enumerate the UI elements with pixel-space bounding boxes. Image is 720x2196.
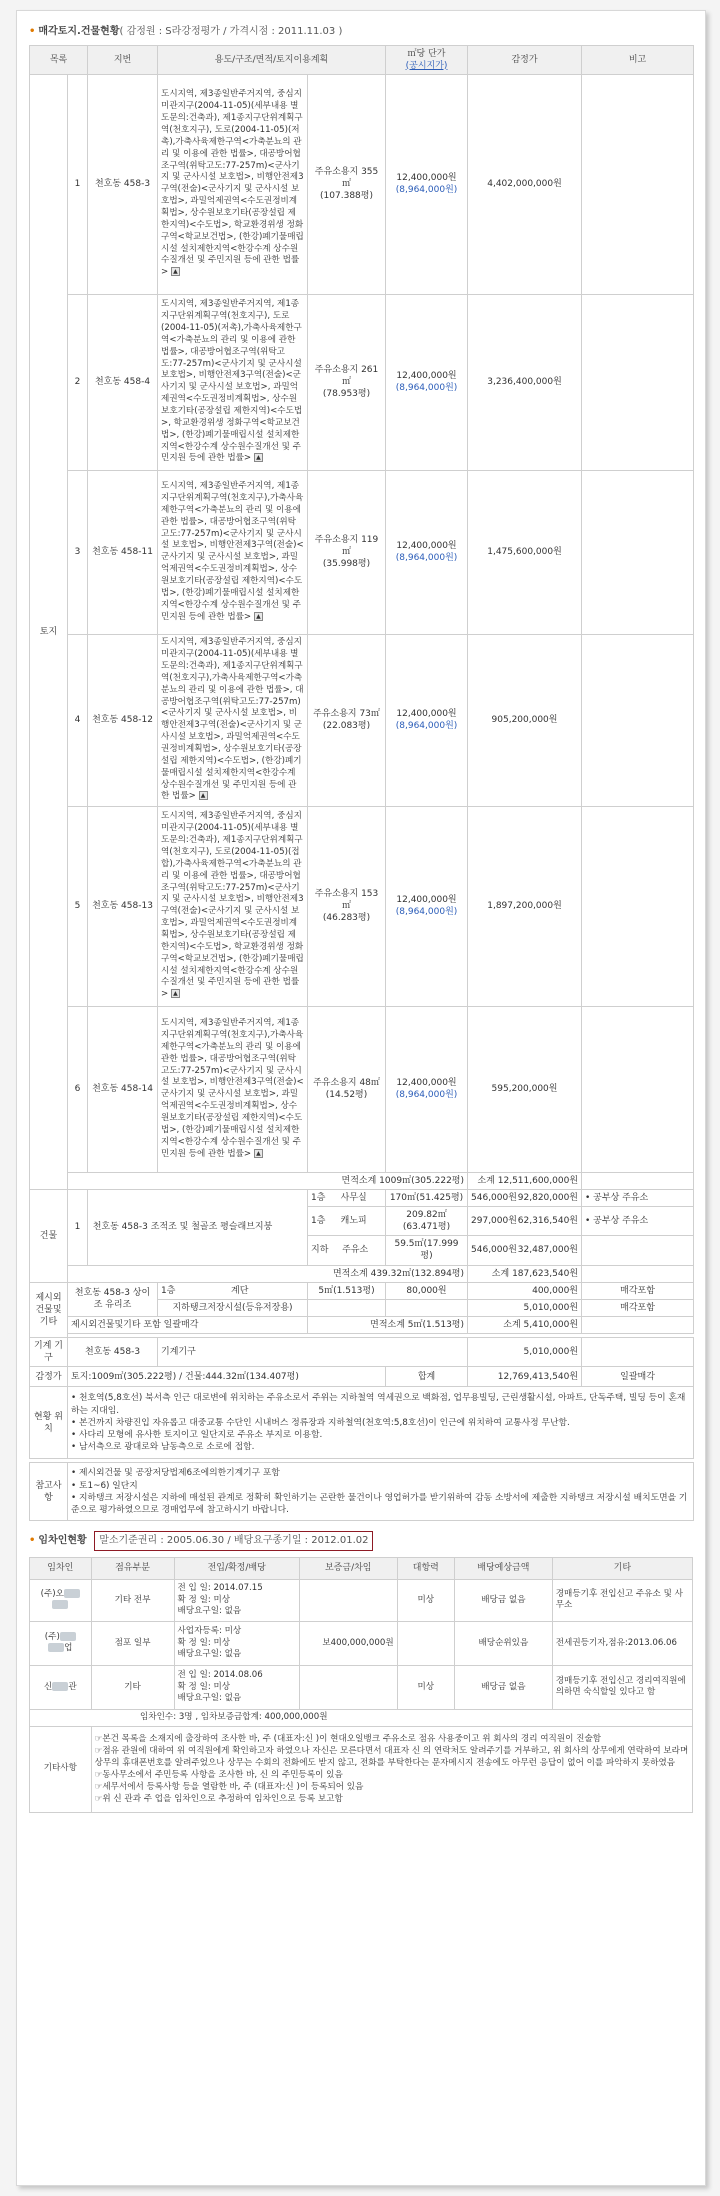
- appraised-price: 1,475,600,000원: [468, 470, 582, 634]
- redacted-mark: [52, 1682, 68, 1691]
- date-line: 전 입 일: 2014.07.15: [177, 1583, 263, 1594]
- unit-price-value: 12,400,000원: [396, 173, 457, 184]
- tenant-name-suffix: 관: [68, 1681, 77, 1692]
- machinery-lot: 천호동 458-3: [68, 1338, 158, 1367]
- land-row: [30, 634, 694, 806]
- floor: 1층: [311, 1192, 326, 1203]
- land-area: [308, 806, 386, 1006]
- property-title: 매각토지.건물현황: [38, 26, 120, 37]
- misc-item: ☞본건 목록을 소재지에 출장하여 조사한 바, 주 (대표자:신 )이 현대오일뱅크 주유소로 점유 사용중이고 위 회사의 경리 여직원이 진술함: [94, 1733, 602, 1744]
- redacted-mark: [48, 1643, 64, 1652]
- excluded-row: [30, 1282, 694, 1299]
- tenant-dates: [174, 1621, 299, 1665]
- tenant-part: 점포 일부: [91, 1621, 174, 1665]
- area-sqm: 주유소용지 261㎡: [314, 365, 379, 388]
- excluded-category: 제시외 건물및 기타: [30, 1282, 68, 1337]
- machinery-name: 기계기구: [158, 1338, 468, 1367]
- tenant-other: 경매등기후 전입신고 주유소 및 사무소: [552, 1579, 692, 1621]
- area-pyeong: (35.998평): [322, 559, 371, 570]
- building-note: [582, 1236, 694, 1265]
- header-part: 점유부분: [91, 1557, 174, 1579]
- tenant-opposing: [397, 1621, 454, 1665]
- subtotal-value: 12,511,600,000원: [497, 1175, 579, 1186]
- land-note: [582, 74, 694, 294]
- appraisal-note: 일괄매각: [582, 1367, 694, 1387]
- expand-icon[interactable]: ▲: [254, 1149, 263, 1158]
- header-list: 목록: [30, 45, 88, 74]
- building-area-subtotal: 면적소계 439.32㎡(132.894평): [68, 1265, 468, 1282]
- date-line: 확 정 일: 미상: [177, 1681, 231, 1692]
- land-row: [30, 806, 694, 1006]
- unit-price: [386, 470, 468, 634]
- land-area: [308, 294, 386, 470]
- public-price: (8,964,000원): [395, 553, 458, 564]
- appraised-price: 1,897,200,000원: [468, 806, 582, 1006]
- row-no: 5: [68, 806, 88, 1006]
- date-line: 확 정 일: 미상: [177, 1594, 231, 1605]
- expand-icon[interactable]: ▲: [254, 612, 263, 621]
- appraised-price: 3,236,400,000원: [468, 294, 582, 470]
- use-text: 도시지역, 제3종일반주거지역, 중심지미관지구(2004-11-05)(세부내용 별도문의:건축과), 제1종지구단위계획구역(천호지구), 도로(2004-11-05)(접합),가축사육제한구역<가축분뇨의 관리 및 이용에 관한 법률>, 대공방어협조구역(위탁고도:77-257m)<군사기지 및 군사시설 보호법>, 비행안전제3구역(전술)<군사기지 및 군사시설 보호법>, 과밀억제권역<수도권정비계획법>, 상수원보호기타(공장설립 제한지역)<수도법>, 학교환경위생 정화구역<학교보건법>, (한강)폐기물매립시설 설치제한지역<한강수계 상수원수질개선 및 주민지원 등에 관한 법률>: [161, 811, 304, 1000]
- land-area: [308, 470, 386, 634]
- land-header-row: [30, 45, 694, 74]
- header-other: 기타: [552, 1557, 692, 1579]
- subtotal-label: 소계: [491, 1268, 510, 1279]
- machinery-row: [30, 1338, 694, 1367]
- misc-item: ☞점유 관원에 대하여 위 여직원에게 확인하고자 하였으나 자신은 모른다면서 대표자 신 의 연락처도 알려주기를 거부하고, 위 회사의 상무에게 연락하여 보라며 상무의 휴대폰번호를 알려주었으나 상무는 수회의 전화에도 받지 않고, 전화를 부탁한다는 문자메시지 전송에도 아무런 응답이 없어 이를 파악하지 못하였음: [94, 1746, 689, 1769]
- excluded-extra-row: [30, 1317, 694, 1334]
- date-line: 배당요구일: 없음: [177, 1693, 242, 1704]
- land-use-plan: [158, 294, 308, 470]
- building-use: [308, 1189, 386, 1206]
- section-title-tenants: [29, 1531, 693, 1551]
- empty-cell: [582, 1317, 694, 1334]
- floor: 지하: [311, 1245, 329, 1256]
- lot-number: 천호동 458-12: [88, 634, 158, 806]
- subtotal-label: 소계: [477, 1175, 495, 1186]
- redacted-mark: [60, 1632, 76, 1641]
- misc-item: ☞위 신 관과 주 업을 임차인으로 추정하여 임차인으로 등록 보고함: [94, 1794, 343, 1805]
- price: 62,316,540원: [517, 1216, 579, 1227]
- land-use-plan: [158, 470, 308, 634]
- appraisal-total-label: 합계: [386, 1367, 468, 1387]
- tenant-name-suffix: 업: [64, 1643, 73, 1654]
- area-pyeong: (78.953평): [322, 389, 371, 400]
- unit-price: [386, 634, 468, 806]
- empty-cell: [582, 1172, 694, 1189]
- land-row: [30, 74, 694, 294]
- header-unit-label: ㎡당 단가: [407, 48, 446, 59]
- public-price: (8,964,000원): [395, 185, 458, 196]
- land-row: [30, 470, 694, 634]
- location-notes: [68, 1387, 694, 1459]
- section-title-property: [29, 25, 693, 39]
- building-lot-text: 천호동 458-3 조적조 및 철골조 평슬래브지붕: [92, 1222, 273, 1233]
- area: 209.82㎡(63.471평): [386, 1207, 468, 1236]
- header-note: 비고: [582, 45, 694, 74]
- location-item: • 천호역(5,8호선) 북서측 인근 대로변에 위치하는 주유소로서 주위는 지하철역 역세권으로 백화점, 업무용빌딩, 근린생활시설, 아파트, 단독주택, 빌딩 등이 혼재하는 지대임.: [71, 1393, 686, 1416]
- appraisal-total: 12,769,413,540원: [468, 1367, 582, 1387]
- use-text: 도시지역, 제3종일반주거지역, 중심지미관지구(2004-11-05)(세부내용 별도문의:건축과), 제1종지구단위계획구역(천호지구),가축사육제한구역<가축분뇨의 관리 및 이용에 관한 법률>, 대공방어협조구역(위탁고도:77-257m)<군사기지 및 군사시설 보호법>, 비행안전제3구역(전술)<군사기지 및 군사시설 보호법>, 과밀억제권역<수도권정비계획법>, 상수원보호기타(공장설립 제한지역)<수도법>, (한강)폐기물매립시설 설치제한지역<한강수계 상수원수질개선 및 주민지원 등에 관한 법률>: [161, 637, 304, 802]
- auction-detail-panel: [16, 10, 706, 2186]
- building-price: [468, 1189, 582, 1206]
- area-sqm: 주유소용지 48㎡: [313, 1078, 380, 1089]
- area-sqm: 주유소용지 73㎡: [313, 709, 380, 720]
- misc-label: 기타사항: [30, 1726, 92, 1812]
- tenant-name-text: 신: [44, 1681, 53, 1692]
- use-text: 도시지역, 제3종일반주거지역, 제1종지구단위계획구역(천호지구),가축사육제한구역<가축분뇨의 관리 및 이용에 관한 법률>, 대공방어협조구역(위탁고도:77-257m)<군사기지 및 군사시설 보호법>, 비행안전제3구역(전술)<군사기지 및 군사시설 보호법>, 과밀억제권역<수도권정비계획법>, 상수원보호기타(공장설립 제한지역)<수도법>, (한강)폐기물매립시설 설치제한지역<한강수계 상수원수질개선 및 주민지원 등에 관한 법률>: [161, 481, 304, 622]
- lot-number: 천호동 458-3: [88, 74, 158, 294]
- use: 사무실: [340, 1192, 367, 1203]
- building-price: [468, 1207, 582, 1236]
- tenant-row: [30, 1579, 693, 1621]
- building-use: [308, 1236, 386, 1265]
- building-subtotal: [468, 1265, 582, 1282]
- land-subtotal: [468, 1172, 582, 1189]
- area-sqm: 주유소용지 119㎡: [314, 535, 379, 558]
- unit-price-value: 12,400,000원: [396, 371, 457, 382]
- redacted-mark: [64, 1589, 80, 1598]
- land-note: [582, 470, 694, 634]
- use-text: 도시지역, 제3종일반주거지역, 중심지미관지구(2004-11-05)(세부내용 별도문의:건축과), 제1종지구단위계획구역(천호지구), 도로(2004-11-05)(저촉),가축사육제한구역<가축분뇨의 관리 및 이용에 관한 법률>, 대공방어협조구역(위탁고도:77-257m)<군사기지 및 군사시설 보호법>, 비행안전제3구역(전술)<군사기지 및 군사시설 보호법>, 과밀억제권역<수도권정비계획법>, 상수원보호기타(공장설립 제한지역)<수도법>, 학교환경위생 정화구역<학교보건법>, (한강)폐기물매립시설 설치제한지역<한강수계 상수원수질개선 및 주민지원 등에 관한 법률>: [161, 89, 304, 278]
- tenant-deposit: [299, 1665, 397, 1709]
- header-dates: 전입/확정/배당: [174, 1557, 299, 1579]
- tenant-expected: 배당금 없음: [455, 1579, 553, 1621]
- tenant-opposing: 미상: [397, 1665, 454, 1709]
- expand-icon[interactable]: ▲: [171, 267, 180, 276]
- tenant-title: 임차인현황: [38, 1535, 87, 1547]
- public-price: (8,964,000원): [395, 907, 458, 918]
- header-opposing: 대항력: [397, 1557, 454, 1579]
- building-category: 건물: [30, 1189, 68, 1282]
- area-pyeong: (22.083평): [322, 721, 371, 732]
- header-public-label: (공시지가): [405, 60, 448, 71]
- tenant-summary-row: [30, 1709, 693, 1726]
- subtotal-label: 소계: [503, 1320, 521, 1331]
- use-text: 도시지역, 제3종일반주거지역, 제1종지구단위계획구역(천호지구),가축사육제한구역<가축분뇨의 관리 및 이용에 관한 법률>, 대공방어협조구역(위탁고도:77-257m)<군사기지 및 군사시설 보호법>, 비행안전제3구역(전술)<군사기지 및 군사시설 보호법>, 과밀억제권역<수도권정비계획법>, 상수원보호기타(공장설립 제한지역)<수도법>, (한강)폐기물매립시설 설치제한지역<한강수계 상수원수질개선 및 주민지원 등에 관한 법률>: [161, 1018, 304, 1159]
- appraisal-info: ( 감정원 : S라강정평가 / 가격시점 : 2011.11.03 ): [119, 26, 343, 37]
- tenant-other: 전세권등기자,점유:2013.06.06: [552, 1621, 692, 1665]
- date-line: 사업자등록: 미상: [177, 1626, 242, 1637]
- tenant-header-row: [30, 1557, 693, 1579]
- excluded-lot: 천호동 458-3 상이조 유리조: [68, 1282, 158, 1316]
- use: 지하탱크저장시설(등유저장용): [158, 1299, 308, 1316]
- excluded-extra: 제시외건물및기타 포함 일괄매각: [68, 1317, 308, 1334]
- subtotal-value: 187,623,540원: [512, 1268, 579, 1279]
- machinery-price: 5,010,000원: [468, 1338, 582, 1367]
- location-row: [30, 1387, 694, 1459]
- unit-price-value: [386, 1299, 468, 1316]
- appraised-price: 595,200,000원: [468, 1006, 582, 1172]
- land-table: [29, 45, 694, 1522]
- tenant-part: 기타: [91, 1665, 174, 1709]
- misc-item: ☞동사무소에서 주민등록 사항을 조사한 바, 신 의 주민등록이 있음: [94, 1770, 343, 1781]
- appraised-price: 4,402,000,000원: [468, 74, 582, 294]
- unit-price-value: 12,400,000원: [396, 541, 457, 552]
- header-deposit: 보증금/차임: [299, 1557, 397, 1579]
- location-item: • 남서측으로 광대로와 남동측으로 소로에 접함.: [71, 1442, 255, 1453]
- row-no: 1: [68, 1189, 88, 1265]
- building-note: • 공부상 주유소: [582, 1189, 694, 1206]
- public-price: (8,964,000원): [395, 383, 458, 394]
- price: 32,487,000원: [517, 1245, 579, 1256]
- tenant-dates: [174, 1579, 299, 1621]
- floor: 1층: [161, 1285, 176, 1296]
- land-row: [30, 1006, 694, 1172]
- land-subtotal-row: [30, 1172, 694, 1189]
- public-price: (8,964,000원): [395, 1090, 458, 1101]
- tenant-row: [30, 1621, 693, 1665]
- empty-cell: [582, 1265, 694, 1282]
- land-note: [582, 634, 694, 806]
- reference-item: • 제시외건물 및 공장저당법제6조에의한기계기구 포함: [71, 1468, 280, 1479]
- land-use-plan: [158, 806, 308, 1006]
- appraisal-label: 감정가: [30, 1367, 68, 1387]
- land-note: [582, 1006, 694, 1172]
- unit-price-value: 297,000원: [471, 1216, 517, 1227]
- land-area: [308, 74, 386, 294]
- area: [308, 1299, 386, 1316]
- tenant-name-text: (주): [44, 1631, 60, 1642]
- tenant-summary: 임차인수: 3명 , 임차보증금합계: 400,000,000원: [30, 1709, 693, 1726]
- public-price: (8,964,000원): [395, 721, 458, 732]
- reference-label: 참고사항: [30, 1463, 68, 1521]
- unit-price-value: 80,000원: [386, 1282, 468, 1299]
- empty-cell: [582, 1338, 694, 1367]
- land-use-plan: [158, 1006, 308, 1172]
- building-note: • 공부상 주유소: [582, 1207, 694, 1236]
- date-line: 배당요구일: 없음: [177, 1649, 242, 1660]
- lot-number: 천호동 458-14: [88, 1006, 158, 1172]
- area-pyeong: (46.283평): [322, 913, 371, 924]
- location-label: 현황 위치: [30, 1387, 68, 1459]
- tenant-row: [30, 1665, 693, 1709]
- tenant-table: [29, 1557, 693, 1813]
- unit-price: [386, 806, 468, 1006]
- land-note: [582, 294, 694, 470]
- excluded-subtotal: [468, 1317, 582, 1334]
- row-no: 2: [68, 294, 88, 470]
- area: 5㎡(1.513평): [308, 1282, 386, 1299]
- land-row: [30, 294, 694, 470]
- price: 400,000원: [468, 1282, 582, 1299]
- price: 92,820,000원: [517, 1192, 579, 1203]
- tenant-deposit: 보400,000,000원: [299, 1621, 397, 1665]
- lot-number: 천호동 458-4: [88, 294, 158, 470]
- unit-price: [386, 294, 468, 470]
- appraisal-row: [30, 1367, 694, 1387]
- expand-icon[interactable]: ▲: [199, 791, 208, 800]
- area-pyeong: (107.388평): [320, 191, 373, 202]
- area-pyeong: (14.52평): [325, 1090, 368, 1101]
- excluded-use: [158, 1282, 308, 1299]
- tenant-expected: 배당순위있음: [455, 1621, 553, 1665]
- building-row: [30, 1189, 694, 1206]
- building-lot: [88, 1189, 308, 1265]
- header-lot: 지번: [88, 45, 158, 74]
- row-no: 3: [68, 470, 88, 634]
- row-no: 6: [68, 1006, 88, 1172]
- appraised-price: 905,200,000원: [468, 634, 582, 806]
- subtotal-value: 5,410,000원: [523, 1320, 579, 1331]
- location-item: • 본건까지 차량진입 자유롭고 대중교통 수단인 시내버스 정류장과 지하철역(천호역:5,8호선)이 인근에 위치하여 교통사정 무난함.: [71, 1417, 570, 1428]
- tenant-part: 기타 전부: [91, 1579, 174, 1621]
- tenant-deposit: [299, 1579, 397, 1621]
- reference-item: • 토1~6) 일단지: [71, 1480, 138, 1491]
- deadline-box: 말소기준권리 : 2005.06.30 / 배당요구종기일 : 2012.01.02: [94, 1531, 373, 1551]
- reference-notes: [68, 1463, 694, 1521]
- row-no: 1: [68, 74, 88, 294]
- bullet-icon: •: [29, 1535, 36, 1547]
- land-category: 토지: [30, 74, 68, 1189]
- redacted-mark: [52, 1600, 68, 1609]
- unit-price: [386, 74, 468, 294]
- area-sqm: 주유소용지 153㎡: [314, 889, 379, 912]
- machinery-category: 기계 기구: [30, 1338, 68, 1367]
- tenant-name-text: (주)오: [40, 1588, 64, 1599]
- unit-price-value: 546,000원: [471, 1192, 517, 1203]
- misc-item: ☞세무서에서 등록사항 등을 열람한 바, 주 (대표자:신 )이 등록되어 있음: [94, 1782, 364, 1793]
- use-text: 도시지역, 제3종일반주거지역, 제1종지구단위계획구역(천호지구), 도로(2004-11-05)(저촉),가축사육제한구역<가축분뇨의 관리 및 이용에 관한 법률>, 대공방어협조구역(위탁고도:77-257m)<군사기지 및 군사시설 보호법>, 비행안전제3구역(전술)<군사기지 및 군사시설 보호법>, 과밀억제권역<수도권정비계획법>, 상수원보호기타(공장설립 제한지역)<수도법>, 학교환경위생 정화구역<학교보건법>, (한강)폐기물매립시설 설치제한지역<한강수계 상수원수질개선 및 주민지원 등에 관한 법률>: [161, 299, 303, 464]
- tenant-name: [30, 1621, 92, 1665]
- header-tenant: 임차인: [30, 1557, 92, 1579]
- excluded-note: 매각포함: [582, 1282, 694, 1299]
- location-item: • 사다리 모형에 유사한 토지이고 일단지로 주유소 부지로 이용함.: [71, 1430, 323, 1441]
- misc-notes: [91, 1726, 692, 1812]
- tenant-other: 경매등기후 전입신고 경리여직원에 의하면 숙식할일 있다고 함: [552, 1665, 692, 1709]
- expand-icon[interactable]: ▲: [171, 989, 180, 998]
- tenant-dates: [174, 1665, 299, 1709]
- bullet-icon: •: [29, 26, 36, 37]
- date-line: 전 입 일: 2014.08.06: [177, 1670, 263, 1681]
- land-note: [582, 806, 694, 1006]
- land-use-plan: [158, 634, 308, 806]
- lot-number: 천호동 458-13: [88, 806, 158, 1006]
- land-area: [308, 634, 386, 806]
- building-price: [468, 1236, 582, 1265]
- misc-row: [30, 1726, 693, 1812]
- land-use-plan: [158, 74, 308, 294]
- excluded-area-subtotal: 면적소계 5㎡(1.513평): [308, 1317, 468, 1334]
- reference-item: • 지하탱크 저장시설은 지하에 매설된 관계로 정확히 확인하기는 곤란한 물건이나 영업허가를 받기위하여 감동 소방서에 제출한 지하탱크 저장시설 배치도면을 기준으로 평가하였으므로 경매업무에 참고하시기 바랍니다.: [71, 1492, 688, 1516]
- row-no: 4: [68, 634, 88, 806]
- unit-price-value: 12,400,000원: [396, 1078, 457, 1089]
- date-line: 확 정 일: 미상: [177, 1637, 231, 1648]
- use: 주유소: [342, 1245, 369, 1256]
- header-price: 감정가: [468, 45, 582, 74]
- excluded-note: 매각포함: [582, 1299, 694, 1316]
- use: 계단: [231, 1285, 249, 1296]
- unit-price-value: 12,400,000원: [396, 709, 457, 720]
- expand-icon[interactable]: ▲: [254, 453, 263, 462]
- price: 5,010,000원: [468, 1299, 582, 1316]
- tenant-name: [30, 1665, 92, 1709]
- header-unit: [386, 45, 468, 74]
- floor: 1층: [311, 1216, 326, 1227]
- tenant-name: [30, 1579, 92, 1621]
- unit-price: [386, 1006, 468, 1172]
- area: 59.5㎡(17.999평): [386, 1236, 468, 1265]
- area-sqm: 주유소용지 355㎡: [314, 167, 379, 190]
- land-area: [308, 1006, 386, 1172]
- header-use: 용도/구조/면적/토지이용계획: [158, 45, 386, 74]
- area: 170㎡(51.425평): [386, 1189, 468, 1206]
- unit-price-value: 546,000원: [471, 1245, 517, 1256]
- tenant-expected: 배당금 없음: [455, 1665, 553, 1709]
- use: 캐노피: [340, 1216, 367, 1227]
- lot-number: 천호동 458-11: [88, 470, 158, 634]
- header-expected: 배당예상금액: [455, 1557, 553, 1579]
- unit-price-value: 12,400,000원: [396, 895, 457, 906]
- building-use: [308, 1207, 386, 1236]
- date-line: 배당요구일: 없음: [177, 1606, 242, 1617]
- land-area-subtotal: 면적소계 1009㎡(305.222평): [68, 1172, 468, 1189]
- tenant-opposing: 미상: [397, 1579, 454, 1621]
- building-subtotal-row: [30, 1265, 694, 1282]
- appraisal-detail: 토지:1009㎡(305.222평) / 건물:444.32㎡(134.407평): [68, 1367, 386, 1387]
- reference-row: [30, 1463, 694, 1521]
